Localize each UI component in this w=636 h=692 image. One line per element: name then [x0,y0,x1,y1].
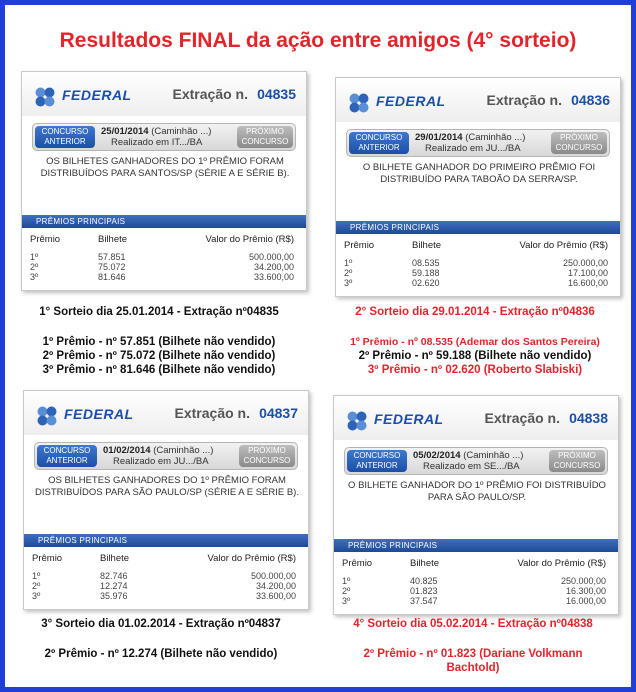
prize-value: 500.000,00 [250,571,296,581]
prize-value: 33.600,00 [255,591,296,601]
extraction-number: 04836 [571,92,610,108]
ticket-number: 40.825 [410,576,438,586]
extraction-number: 04837 [259,405,298,421]
previous-label: ANTERIOR [46,456,88,465]
previous-label: ANTERIOR [358,143,400,152]
column-header: Prêmio [344,240,375,251]
prize-value: 500.000,00 [248,252,294,262]
column-header: Prêmio [32,553,63,564]
extraction-number: 04838 [569,410,608,426]
prize-rank: 3º [342,596,351,606]
prize-rank: 2º [344,268,353,278]
prize-rank: 3º [344,278,353,288]
brand-name: FEDERAL [64,406,134,422]
section-bar: PRÊMIOS PRINCIPAIS [336,221,620,234]
ticket-number: 75.072 [98,262,126,272]
next-label: PRÓXIMO [246,127,284,136]
draw-date [103,445,213,456]
ticket-number: 02.620 [412,278,440,288]
column-header: Prêmio [342,558,373,569]
caption-draw-2-line: 1º Prêmio - nº 08.535 (Ademar dos Santos Pereira) [350,336,600,348]
prize-rank: 1º [344,258,353,268]
draw-place: Realizado em JU.../BA [425,143,521,154]
prize-rank: 1º [32,571,41,581]
draw-place: Realizado em SE.../BA [423,461,520,472]
caption-draw-2-line: 2º Prêmio - nº 59.188 (Bilhete não vendido) [358,350,592,362]
card-header [334,396,618,440]
previous-label: ANTERIOR [44,137,86,146]
prize-value: 34.200,00 [253,262,294,272]
draw-date-value: 05/02/2014 [413,450,461,461]
prize-value: 250.000,00 [562,258,608,268]
brand-name: FEDERAL [374,411,444,427]
page-title: Resultados FINAL da ação entre amigos (4° sorteio) [59,29,577,52]
previous-label: CONCURSO [353,451,401,460]
next-draw-button[interactable] [549,450,605,472]
next-label: CONCURSO [243,456,291,465]
previous-label: CONCURSO [355,133,403,142]
prize-rank: 3º [30,272,39,282]
draw-date [413,450,523,461]
ticket-number: 81.646 [98,272,126,282]
ticket-number: 01.823 [410,586,438,596]
card-header [336,78,620,122]
caption-draw-3-title: 3° Sorteio dia 01.02.2014 - Extração nº04837 [41,618,281,630]
clover-logo-icon [34,86,56,108]
clover-logo-icon [36,405,58,427]
extraction-label: Extração n. [486,92,562,108]
next-label: CONCURSO [241,137,289,146]
winner-description: O BILHETE GANHADOR DO PRIMEIRO PRÊMIO FOI DISTRIBUÍDO PARA TABOÃO DA SERRA/SP. [362,162,596,185]
draw-date-value: 01/02/2014 [103,445,151,456]
prize-value: 17.100,00 [567,268,608,278]
winner-description: O BILHETE GANHADOR DO 1º PRÊMIO FOI DISTRIBUÍDO PARA SÃO PAULO/SP. [348,480,606,503]
extraction-label: Extração n. [174,405,250,421]
column-header: Bilhete [98,234,128,245]
ticket-number: 59.188 [412,268,440,278]
winner-description: OS BILHETES GANHADORES DO 1º PRÊMIO FORAM DISTRIBUÍDOS PARA SANTOS/SP (SÉRIE A E SÉRIE B). [40,156,290,179]
next-label: PRÓXIMO [248,446,286,455]
previous-draw-button[interactable] [347,450,407,472]
column-header: Bilhete [100,553,130,564]
draw-nav-bar [34,442,298,470]
draw-place: Realizado em JU.../BA [113,456,209,467]
prize-rank: 1º [342,576,351,586]
prize-value: 16.600,00 [567,278,608,288]
next-label: CONCURSO [553,461,601,470]
prize-rank: 2º [30,262,39,272]
result-card [333,395,619,615]
draw-date-suffix: (Caminhão ...) [465,132,526,143]
section-bar: PRÊMIOS PRINCIPAIS [334,539,618,552]
previous-draw-button[interactable] [349,132,409,154]
previous-label: ANTERIOR [356,461,398,470]
caption-draw-2-line: 3º Prêmio - nº 02.620 (Roberto Slabiski) [367,364,583,376]
extraction-number: 04835 [257,86,296,102]
brand-name: FEDERAL [376,93,446,109]
previous-label: CONCURSO [43,446,91,455]
column-header: Prêmio [30,234,61,245]
previous-draw-button[interactable] [35,126,95,148]
winner-description: OS BILHETES GANHADORES DO 1º PRÊMIO FORAM DISTRIBUÍDOS PARA SÃO PAULO/SP (SÉRIE A E SÉRIE B). [35,475,299,498]
section-bar: PRÊMIOS PRINCIPAIS [22,215,306,228]
section-bar: PRÊMIOS PRINCIPAIS [24,534,308,547]
caption-draw-1-title: 1° Sorteio dia 25.01.2014 - Extração nº04835 [39,306,279,318]
result-card [23,390,309,610]
draw-date [415,132,525,143]
next-label: PRÓXIMO [558,451,596,460]
previous-label: CONCURSO [41,127,89,136]
card-header [24,391,308,435]
caption-draw-1-line: 2º Prêmio - nº 75.072 (Bilhete não vendido) [42,350,276,362]
previous-draw-button[interactable] [37,445,97,467]
prize-value: 34.200,00 [255,581,296,591]
draw-place: Realizado em IT.../BA [111,137,203,148]
ticket-number: 82.746 [100,571,128,581]
ticket-number: 37.547 [410,596,438,606]
page-frame [5,5,631,687]
ticket-number: 12.274 [100,581,128,591]
extraction-label: Extração n. [484,410,560,426]
draw-nav-bar [32,123,296,151]
next-draw-button[interactable] [237,126,293,148]
prize-rank: 2º [342,586,351,596]
brand-name: FEDERAL [62,87,132,103]
draw-date-suffix: (Caminhão ...) [151,126,212,137]
draw-date-suffix: (Caminhão ...) [153,445,214,456]
draw-date-suffix: (Caminhão ...) [463,450,524,461]
next-draw-button[interactable] [551,132,607,154]
clover-logo-icon [348,92,370,114]
prize-value: 250.000,00 [560,576,606,586]
column-header: Valor do Prêmio (R$) [519,240,608,251]
draw-date-value: 25/01/2014 [101,126,149,137]
column-header: Valor do Prêmio (R$) [207,553,296,564]
caption-draw-1-line: 1º Prêmio - nº 57.851 (Bilhete não vendido) [42,336,276,348]
column-header: Valor do Prêmio (R$) [517,558,606,569]
prize-rank: 3º [32,591,41,601]
caption-draw-1-line: 3º Prêmio - nº 81.646 (Bilhete não vendido) [42,364,276,376]
column-header: Bilhete [410,558,440,569]
caption-draw-4-line: 2º Prêmio - nº 01.823 (Dariane Volkmann Bachtold) [363,648,583,674]
prize-value: 16.300,00 [565,586,606,596]
clover-logo-icon [346,410,368,432]
caption-draw-3-line: 2º Prêmio - nº 12.274 (Bilhete não vendido) [44,648,278,660]
prize-value: 16.000,00 [565,596,606,606]
prize-rank: 2º [32,581,41,591]
ticket-number: 57.851 [98,252,126,262]
column-header: Valor do Prêmio (R$) [205,234,294,245]
draw-date [101,126,211,137]
result-card [335,77,621,297]
draw-nav-bar [344,447,608,475]
prize-rank: 1º [30,252,39,262]
next-label: PRÓXIMO [560,133,598,142]
ticket-number: 35.976 [100,591,128,601]
next-label: CONCURSO [555,143,603,152]
prize-value: 33.600,00 [253,272,294,282]
next-draw-button[interactable] [239,445,295,467]
caption-draw-2-title: 2° Sorteio dia 29.01.2014 - Extração nº04836 [355,306,595,318]
column-header: Bilhete [412,240,442,251]
draw-date-value: 29/01/2014 [415,132,463,143]
result-card [21,71,307,291]
draw-nav-bar [346,129,610,157]
caption-draw-4-title: 4° Sorteio dia 05.02.2014 - Extração nº04838 [353,618,593,630]
ticket-number: 08.535 [412,258,440,268]
card-header [22,72,306,116]
extraction-label: Extração n. [172,86,248,102]
